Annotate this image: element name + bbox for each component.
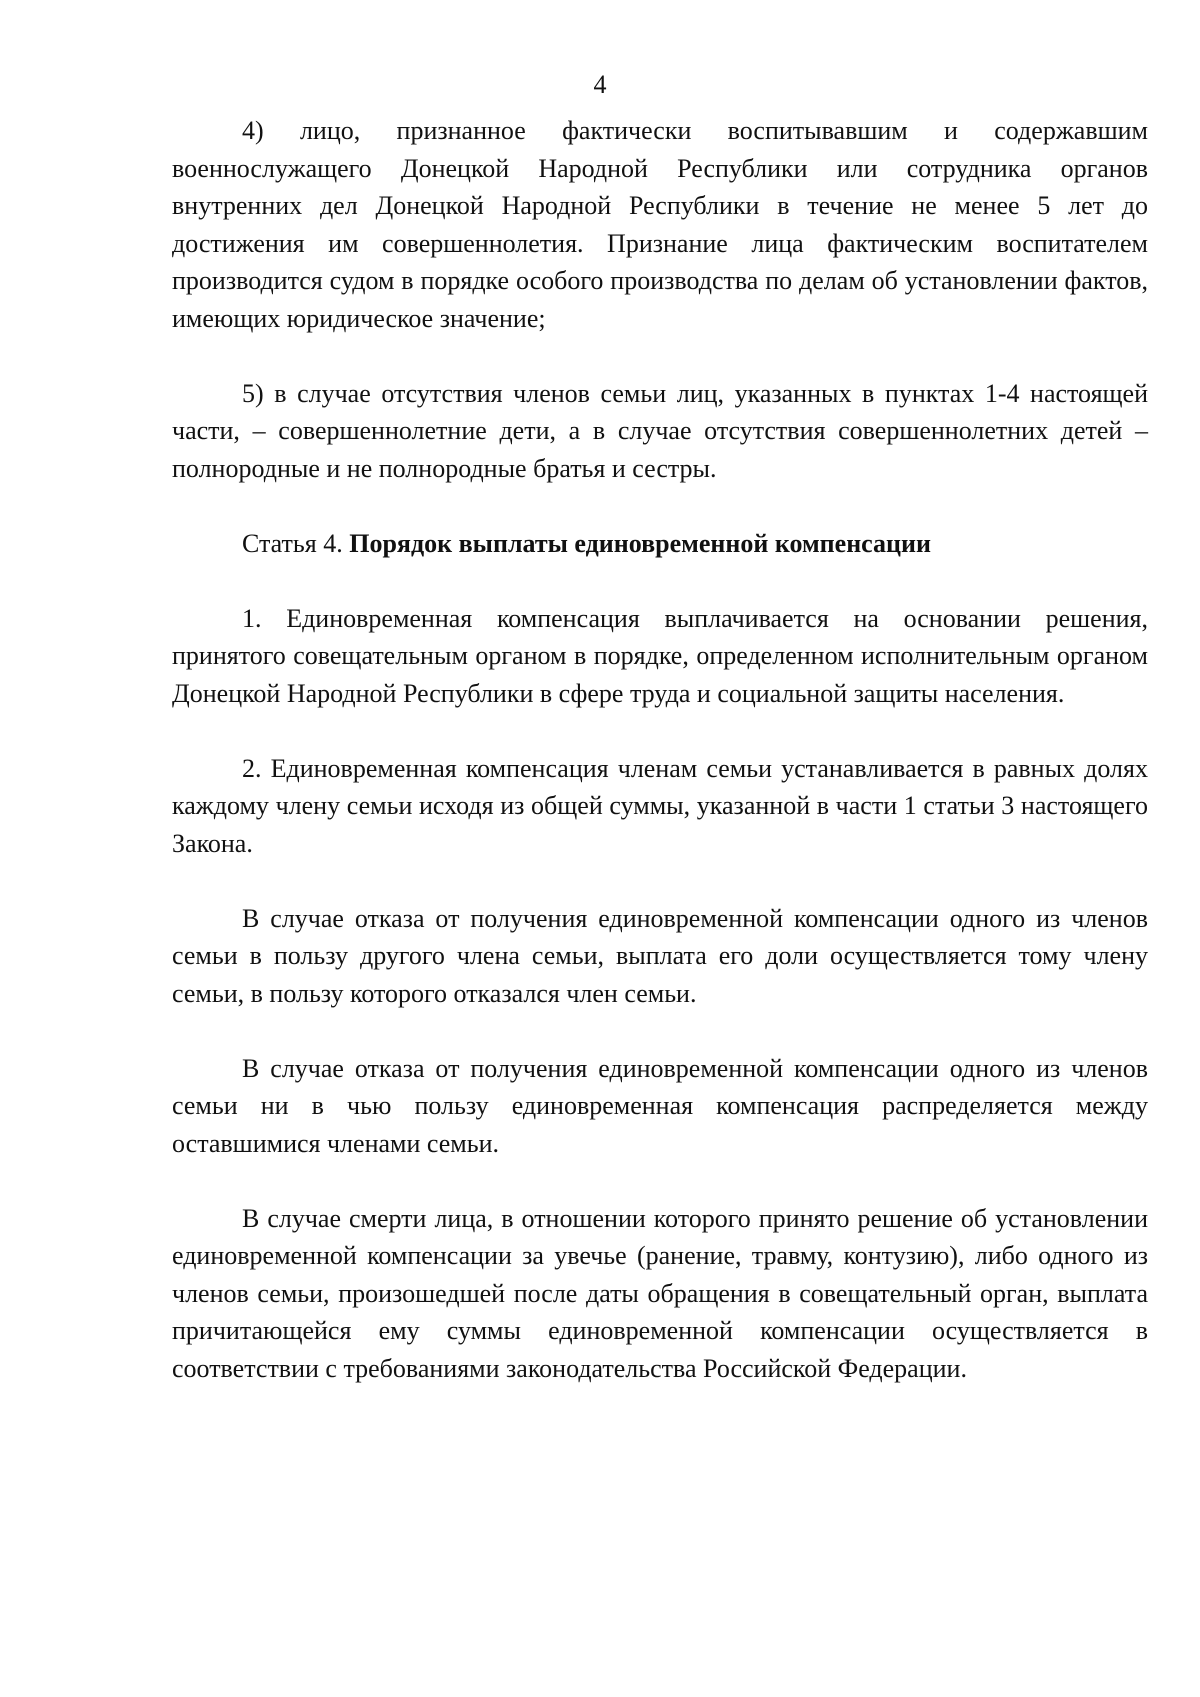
paragraph-clause-4: 4) лицо, признанное фактически воспитывавшим и содержавшим военнослужащего Донецкой Народной Республики или сотрудника органов внутренних дел Донецкой Народной Республики в течение не менее 5 лет до достижения им совершеннолетия. Признание лица фактическим воспитателем производится судом в порядке особого производства по делам об установлении фактов, имеющих юридическое значение; <box>172 116 1148 333</box>
page-number: 4 <box>593 70 607 99</box>
paragraph-death-case: В случае смерти лица, в отношении которого принято решение об установлении единовременной компенсации за увечье (ранение, травму, контузию), либо одного из членов семьи, произошедшей после даты обращения в совещательный орган, выплата причитающейся ему суммы единовременной компенсации осуществляется в соответствии с требованиями законодательства Российской Федерации. <box>172 1203 1148 1383</box>
paragraph-refusal-no-favor: В случае отказа от получения единовременной компенсации одного из членов семьи ни в чью пользу единовременная компенсация распределяется между оставшимися членами семьи. <box>172 1053 1148 1158</box>
paragraph-part-2: 2. Единовременная компенсация членам семьи устанавливается в равных долях каждому члену семьи исходя из общей суммы, указанной в части 1 статьи 3 настоящего Закона. <box>172 753 1148 858</box>
article-title: Порядок выплаты единовременной компенсации <box>349 528 931 558</box>
paragraph-part-1: 1. Единовременная компенсация выплачивается на основании решения, принятого совещательным органом в порядке, определенном исполнительным органом Донецкой Народной Республики в сфере труда и социальной защиты населения. <box>172 603 1148 708</box>
paragraph-refusal-in-favor: В случае отказа от получения единовременной компенсации одного из членов семьи в пользу другого члена семьи, выплата его доли осуществляется тому члену семьи, в пользу которого отказался член семьи. <box>172 903 1148 1008</box>
article-heading <box>172 525 1148 563</box>
document-body <box>172 112 1148 1387</box>
paragraph-clause-5: 5) в случае отсутствия членов семьи лиц, указанных в пунктах 1-4 настоящей части, – совершеннолетние дети, а в случае отсутствия совершеннолетних детей – полнородные и не полнородные братья и сестры. <box>172 378 1148 483</box>
article-prefix: Статья 4. <box>242 528 343 558</box>
